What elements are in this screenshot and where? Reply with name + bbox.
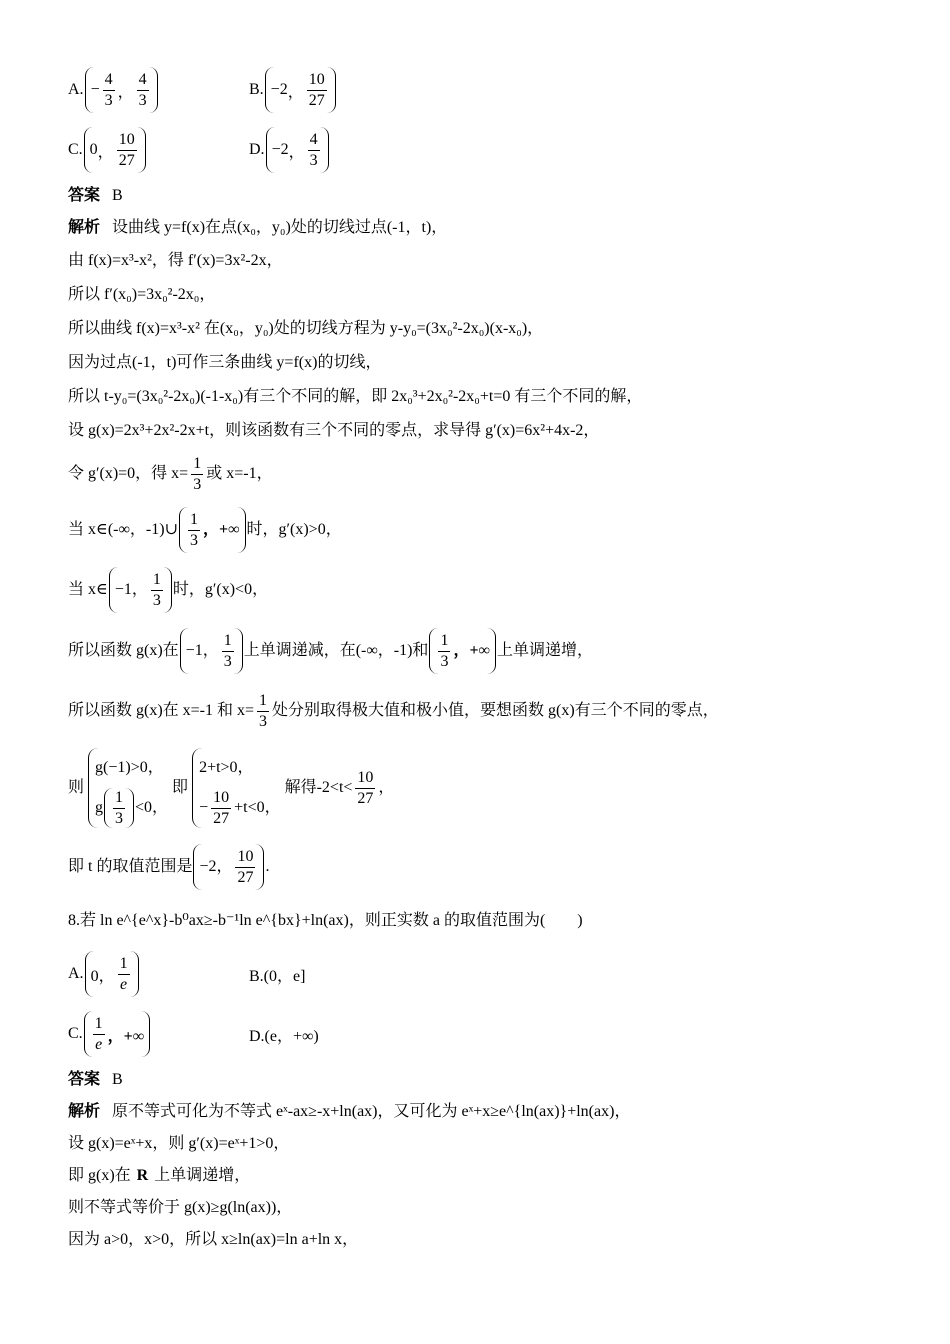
q7-analysis-line-7: 设 g(x)=2x³+2x²-2x+t，则该函数有三个不同的零点，求导得 g′(x)=6x²+4x-2， <box>68 422 600 439</box>
q8-option-d[interactable]: D.(e，+∞) <box>249 1027 319 1045</box>
fraction: $\frac{1}{3}$ <box>152 570 161 609</box>
q7-analysis-line-2: 由 f(x)=x³-x²，得 f′(x)=3x²-2x， <box>68 252 283 269</box>
system-brace: g(−1)>0， g $\frac{1}{3}$ <0， <box>88 748 168 828</box>
fraction: $\frac{1}{3}$ <box>259 691 268 730</box>
q7-analysis-line-3: 所以 f′(x₀)=3x₀²-2x₀， <box>68 286 216 303</box>
q8-option-a[interactable]: A. 0， $\frac{1}{e}$ <box>68 951 249 997</box>
fraction: $\frac{4}{3}$ <box>138 70 147 109</box>
q7-analysis-line-5: 因为过点(-1，t)可作三条曲线 y=f(x)的切线， <box>68 354 382 371</box>
fraction: $\frac{1}{e}$ <box>94 1014 103 1053</box>
q7-analysis-line-4: 所以曲线 f(x)=x³-x² 在(x₀，y₀)处的切线方程为 y-y₀=(3x₀²-2x₀)(x-x₀)， <box>68 320 544 337</box>
fraction: $\frac{1}{3}$ <box>189 510 198 549</box>
q7-answer: 答案 B <box>68 187 123 204</box>
fraction: $\frac{10}{27}$ <box>308 70 325 109</box>
q7-analysis-line-12: 所以函数 g(x)在 x=-1 和 x= $\frac{1}{3}$ 处分别取得极大值和极小值，要想函数 g(x)有三个不同的零点， <box>68 691 719 730</box>
q7-options-row-2 <box>68 120 888 180</box>
fraction: $\frac{1}{e}$ <box>119 954 128 993</box>
q8-option-b[interactable]: B.(0，e] <box>249 967 306 985</box>
q7-analysis-line-10: 当 x∈ −1， $\frac{1}{3}$ 时，g′(x)<0， <box>68 560 888 620</box>
q7-analysis-line-14: 即 t 的取值范围是 −2， $\frac{10}{27}$ . <box>68 836 888 898</box>
fraction: $\frac{4}{3}$ <box>104 70 113 109</box>
q8-stem: 8.若 ln e^{e^x}-b⁰ax≥-b⁻¹ln e^{bx}+ln(ax)，则正实数 a 的取值范围为( ) <box>68 912 583 929</box>
q7-option-b[interactable]: B. −2 ， $\frac{10}{27}$ <box>249 67 337 113</box>
q8-analysis-line-4: 则不等式等价于 g(x)≥g(ln(ax))， <box>68 1199 293 1216</box>
q7-analysis-line-13: 则 g(−1)>0， g $\frac{1}{3}$ <0， 即 2+t>0， − $\frac{10}{27}$ +t<0， 解得-2<t< $\frac{10}{27}$ ， <box>68 740 888 836</box>
fraction: $\frac{1}{3}$ <box>115 788 124 827</box>
q7-options-row-1 <box>68 60 888 120</box>
q7-analysis-line-11: 所以函数 g(x)在 −1， $\frac{1}{3}$ 上单调递减，在(-∞，-1)和 $\frac{1}{3}$ ，+∞ 上单调递增， <box>68 620 888 682</box>
fraction: $\frac{1}{3}$ <box>440 631 449 670</box>
q8-answer: 答案 B <box>68 1071 123 1088</box>
q7-option-c[interactable]: C. 0 ， $\frac{10}{27}$ <box>68 127 249 173</box>
document-page <box>68 60 888 1256</box>
fraction: $\frac{10}{27}$ <box>213 788 230 827</box>
q7-analysis-line-6: 所以 t-y₀=(3x₀²-2x₀)(-1-x₀)有三个不同的解，即 2x₀³+2x₀²-2x₀+t=0 有三个不同的解， <box>68 388 643 405</box>
q7-analysis-line-9: 当 x∈(-∞，-1)∪ $\frac{1}{3}$ ，+∞ 时，g′(x)>0， <box>68 500 888 560</box>
q7-option-a[interactable]: A. − $\frac{4}{3}$ ， $\frac{4}{3}$ <box>68 67 249 113</box>
fraction: $\frac{10}{27}$ <box>357 768 374 807</box>
q7-analysis-line-8: 令 g′(x)=0，得 x= $\frac{1}{3}$ 或 x=-1， <box>68 454 273 493</box>
q8-options-row-1 <box>68 944 888 1004</box>
q8-analysis-line-5: 因为 a>0，x>0，所以 x≥ln(ax)=ln a+ln x， <box>68 1231 359 1248</box>
q8-analysis-line-1: 解析 原不等式可化为不等式 eˣ-ax≥-x+ln(ax)，又可化为 eˣ+x≥e^{ln(ax)}+ln(ax)， <box>68 1103 631 1120</box>
fraction: $\frac{1}{3}$ <box>193 454 202 493</box>
q8-options-row-2 <box>68 1004 888 1064</box>
q8-analysis-line-3: 即 g(x)在 R 上单调递增， <box>68 1167 251 1184</box>
fraction: $\frac{10}{27}$ <box>118 130 135 169</box>
q7-option-d[interactable]: D. −2 ， $\frac{4}{3}$ <box>249 127 330 173</box>
fraction: $\frac{4}{3}$ <box>309 130 318 169</box>
q8-option-c[interactable]: C. $\frac{1}{e}$ ，+∞ <box>68 1011 249 1057</box>
q8-analysis-line-2: 设 g(x)=eˣ+x，则 g′(x)=eˣ+1>0， <box>68 1135 290 1152</box>
q7-analysis-line-1: 解析 设曲线 y=f(x)在点(x₀，y₀)处的切线过点(-1，t)， <box>68 219 448 236</box>
fraction: $\frac{1}{3}$ <box>223 631 232 670</box>
fraction: $\frac{10}{27}$ <box>237 847 254 886</box>
system-brace: 2+t>0， − $\frac{10}{27}$ +t<0， <box>192 748 281 828</box>
